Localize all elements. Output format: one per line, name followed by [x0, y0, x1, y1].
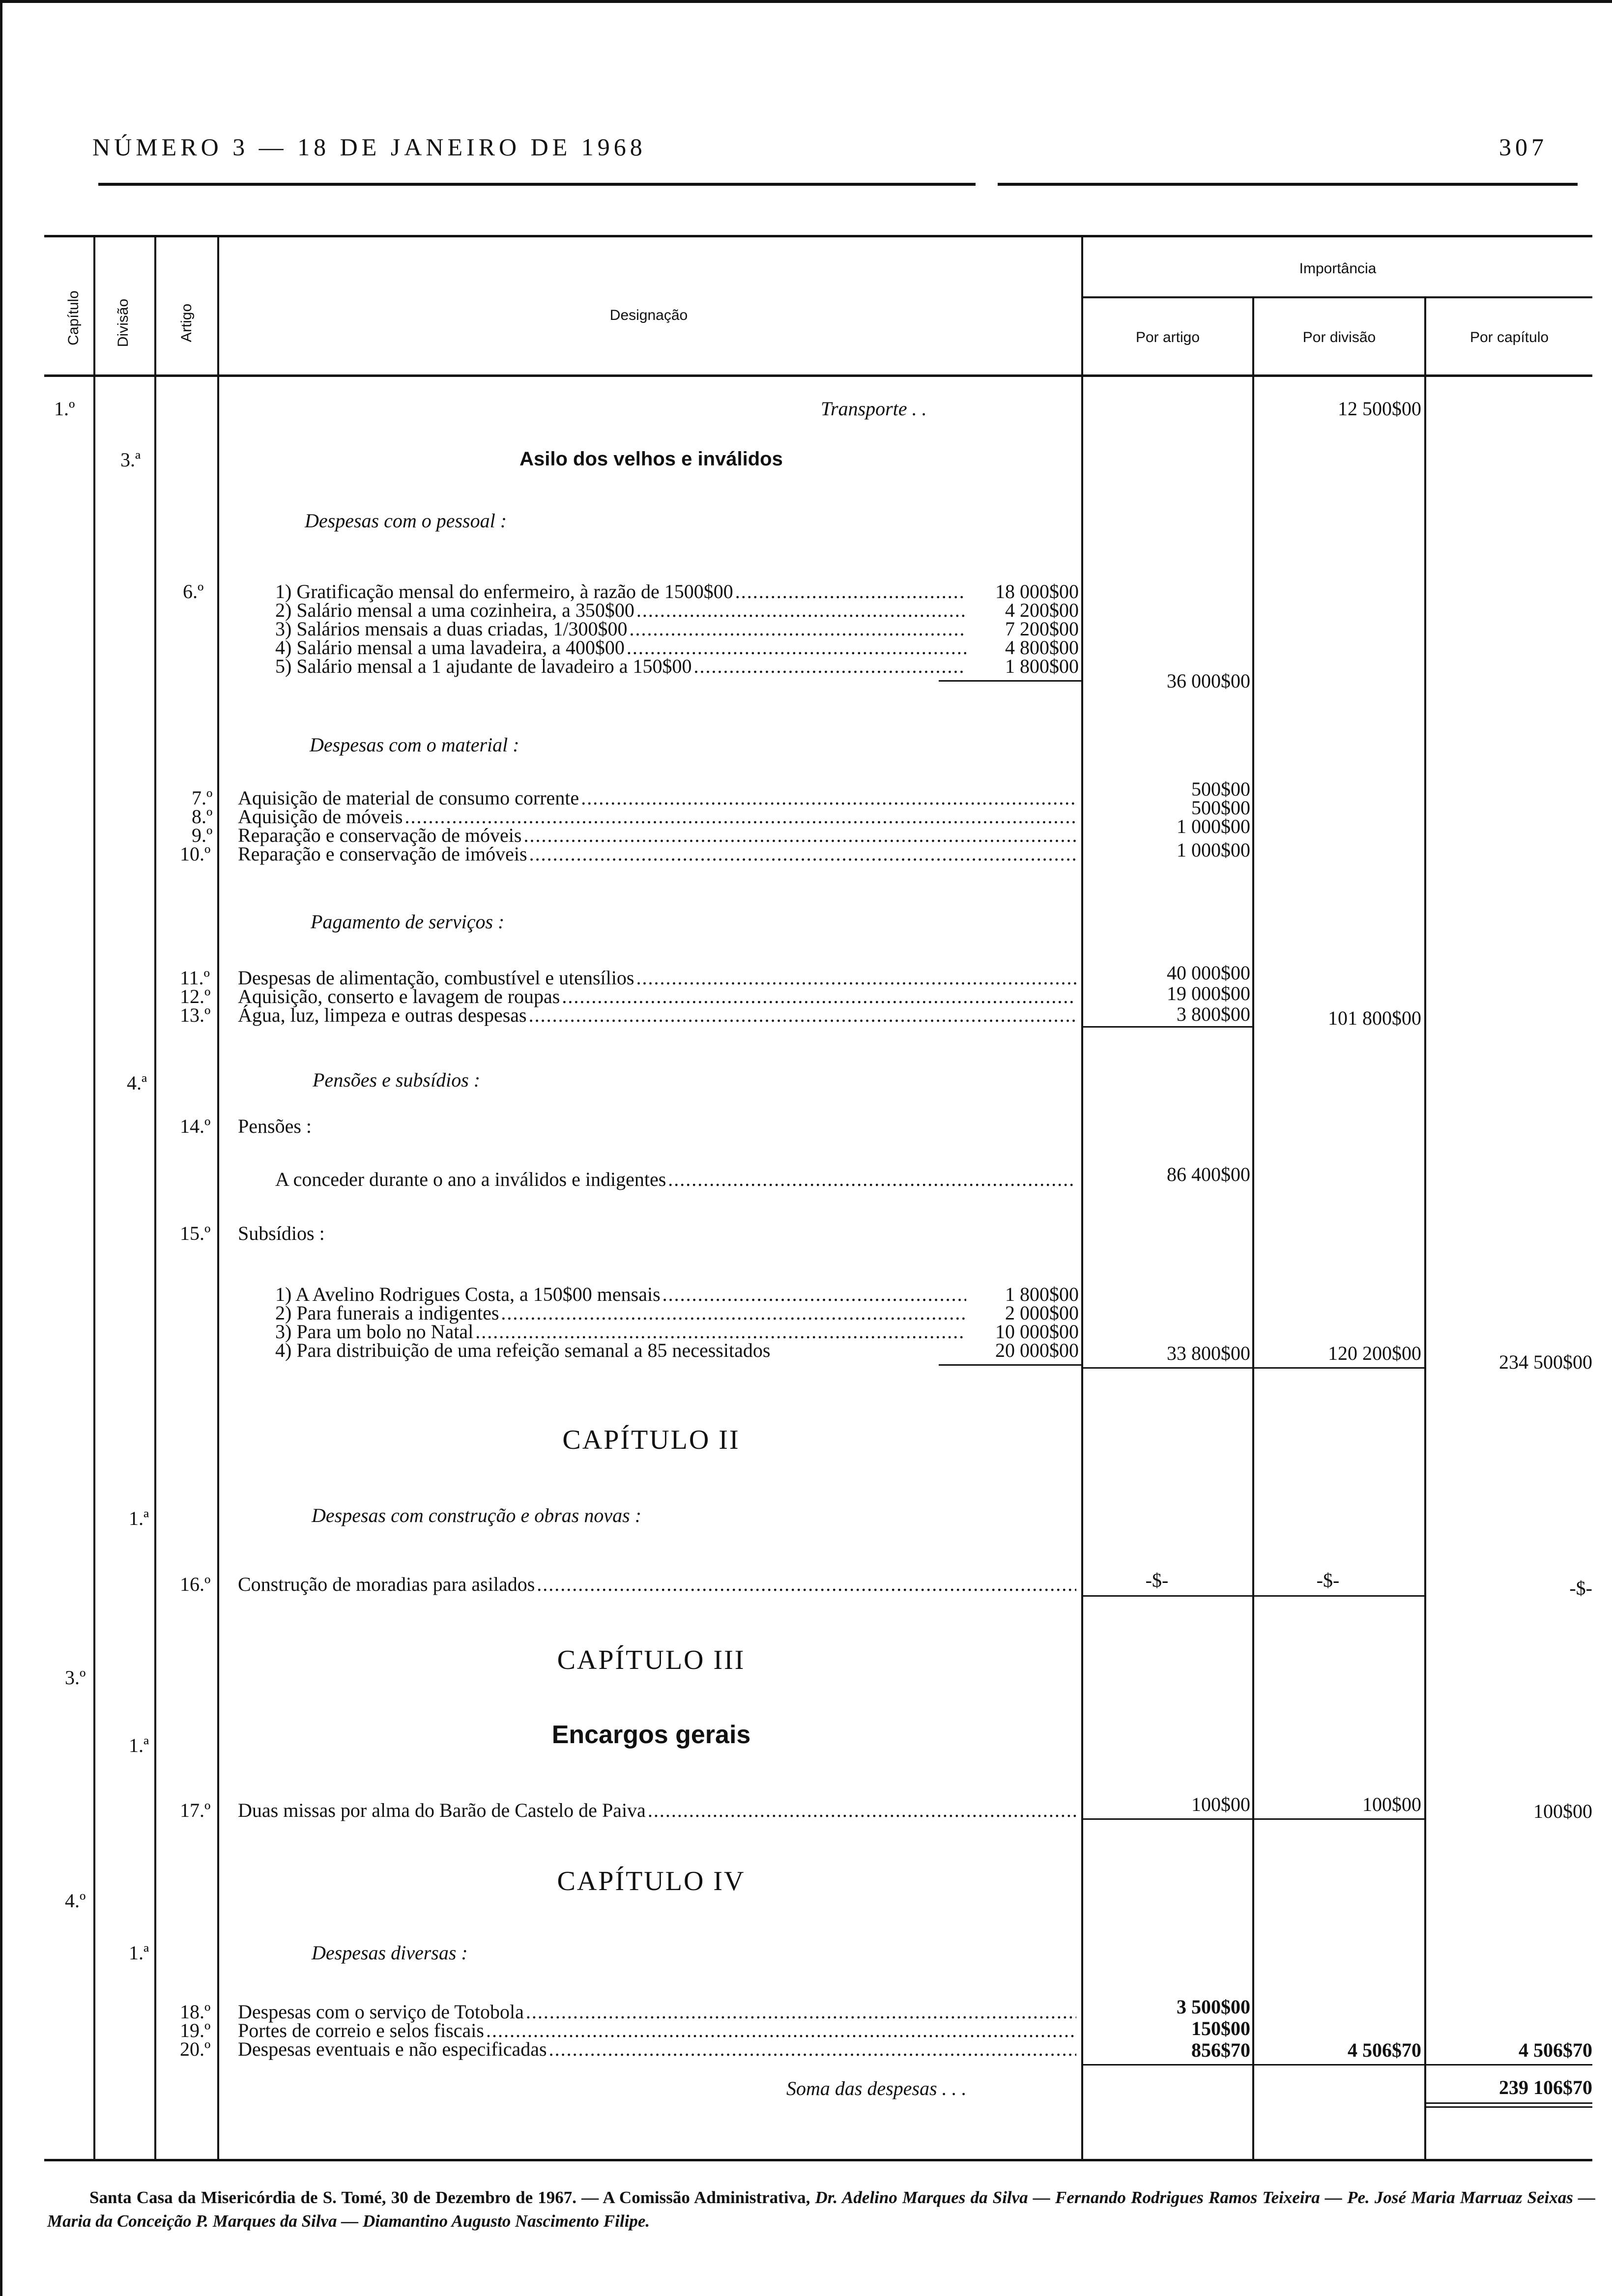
chapter4-title: CAPÍTULO IV: [557, 1866, 746, 1896]
transporte-label: Transporte . .: [821, 398, 927, 420]
art6-item-5: 5) Salário mensal a 1 ajudante de lavadeiro a 150$00 .....: [275, 657, 968, 676]
art11-number: 11.º: [180, 967, 210, 989]
art6-number: 6.º: [183, 580, 204, 603]
art18-value: 3 500$00: [1177, 1996, 1250, 2018]
art20-rule-divisao: [1254, 2064, 1424, 2066]
chapter4-division-value: 4 506$70: [1348, 2039, 1421, 2061]
cap1-number: 1.º: [54, 398, 75, 420]
art15-item-3: 3) Para um bolo no Natal .....: [275, 1322, 968, 1342]
art15-item-2: 2) Para funerais a indigentes .....: [275, 1303, 968, 1323]
art17-rule-artigo: [1083, 1818, 1252, 1820]
art11-row: Despesas de alimentação, combustível e utensílios .....: [238, 968, 1078, 988]
cap1-rule-artigo: [1083, 1367, 1252, 1369]
art13-sum-rule: [1083, 1026, 1252, 1028]
art17-rule-divisao: [1254, 1818, 1424, 1820]
chapter2-title: CAPÍTULO II: [562, 1425, 740, 1455]
col-rule-4: [1081, 235, 1083, 2160]
material-heading: Despesas com o material :: [310, 734, 519, 756]
art20-value: 856$70: [1191, 2039, 1250, 2061]
art16-value: -$-: [1145, 1569, 1169, 1591]
chapter4-capitulo-value: 4 506$70: [1519, 2039, 1592, 2061]
chapter3-capitulo-value: 100$00: [1533, 1800, 1592, 1822]
soma-double-rule-1: [1426, 2102, 1592, 2104]
art14-number: 14.º: [180, 1115, 211, 1137]
art19-value: 150$00: [1191, 2017, 1250, 2039]
chapter2-heading: Despesas com construção e obras novas :: [312, 1504, 642, 1526]
chapter4-division-number: 1.ª: [129, 1942, 149, 1964]
pensoes-heading: Pensões e subsídios :: [313, 1069, 481, 1091]
col-rule-5: [1252, 296, 1254, 2160]
importancia-rule: [1081, 296, 1592, 298]
chapter4-heading: Despesas diversas :: [312, 1942, 468, 1964]
art15-total: 33 800$00: [1167, 1342, 1250, 1364]
pessoal-heading: Despesas com o pessoal :: [305, 510, 507, 532]
cap3-number: 3.º: [65, 1666, 86, 1689]
art20-number: 20.º: [180, 2038, 211, 2060]
art15-value-1: 1 800$00: [1005, 1283, 1079, 1305]
art16-rule-divisao: [1254, 1595, 1424, 1597]
art14-item: A conceder durante o ano a inválidos e indigentes .....: [275, 1170, 1076, 1189]
art6-sum-rule: [939, 680, 1081, 682]
art6-item-1: 1) Gratificação mensal do enfermeiro, à razão de 1500$00 .....: [275, 582, 968, 602]
art15-value-4: 20 000$00: [995, 1339, 1079, 1361]
art12-number: 12.º: [180, 985, 211, 1007]
art8-value: 500$00: [1191, 797, 1250, 819]
header-rule-left: [98, 183, 976, 186]
art6-value-3: 7 200$00: [1005, 618, 1079, 640]
footer-signatures: [47, 2186, 1595, 2233]
col-rule-6: [1424, 296, 1426, 2160]
div4-number: 4.ª: [127, 1072, 147, 1094]
art20-row: Despesas eventuais e não especificadas .....: [238, 2039, 1078, 2059]
page-top-border: [0, 0, 1612, 3]
art13-number: 13.º: [180, 1004, 211, 1026]
art6-value-1: 18 000$00: [995, 580, 1079, 603]
art15-item-1: 1) A Avelino Rodrigues Costa, a 150$00 mensais .....: [275, 1285, 968, 1304]
art20-rule-artigo: [1083, 2064, 1252, 2066]
art17-value: 100$00: [1191, 1793, 1250, 1815]
art12-row: Aquisição, conserto e lavagem de roupas .....: [238, 987, 1078, 1006]
art14-label: Pensões :: [238, 1115, 312, 1137]
col-por-divisao: Por divisão: [1302, 329, 1376, 345]
cap1-rule-divisao: [1254, 1367, 1424, 1369]
art18-number: 18.º: [180, 2001, 211, 2023]
art6-item-4: 4) Salário mensal a uma lavadeira, a 400$00 .....: [275, 638, 968, 658]
footer-signatories: Dr. Adelino Marques da Silva — Fernando Rodrigues Ramos Teixeira — Pe. José Maria Marruaz Seixas — Maria da Conceição P. Marques da Silva — Diamantino Augusto Nascimento Filipe.: [47, 2188, 1595, 2231]
art7-value: 500$00: [1191, 778, 1250, 800]
header-rule-right: [998, 183, 1578, 186]
art15-value-3: 10 000$00: [995, 1320, 1079, 1343]
art10-value: 1 000$00: [1177, 839, 1250, 861]
art8-row: Aquisição de móveis .....: [238, 807, 1078, 827]
div3-number: 3.ª: [120, 449, 141, 471]
chapter3-title: CAPÍTULO III: [557, 1645, 746, 1675]
servicos-heading: Pagamento de serviços :: [311, 911, 505, 933]
art7-row: Aquisição de material de consumo corrente .....: [238, 788, 1078, 808]
col-designacao: Designação: [609, 307, 688, 323]
art13-value: 3 800$00: [1177, 1003, 1250, 1025]
art7-number: 7.º: [192, 787, 213, 809]
soma-double-rule-2: [1426, 2106, 1592, 2108]
art11-value: 40 000$00: [1167, 962, 1250, 984]
col-importancia: Importância: [1299, 260, 1377, 277]
transporte-value: 12 500$00: [1338, 398, 1421, 420]
chapter2-division-value: -$-: [1316, 1569, 1340, 1591]
art15-number: 15.º: [180, 1222, 211, 1244]
div3-title: Asilo dos velhos e inválidos: [519, 448, 783, 470]
art9-value: 1 000$00: [1177, 815, 1250, 837]
art15-label: Subsídios :: [238, 1222, 325, 1244]
footer-place: Santa Casa da Misericórdia de S. Tomé, 30 de Dezembro de 1967. — A Comissão Administrativa,: [89, 2188, 810, 2207]
art12-value: 19 000$00: [1167, 982, 1250, 1004]
col-rule-3: [217, 235, 219, 2160]
art17-row: Duas missas por alma do Barão de Castelo de Paiva .....: [238, 1801, 1078, 1820]
art15-value-2: 2 000$00: [1005, 1302, 1079, 1324]
col-artigo: Artigo: [178, 303, 195, 343]
chapter2-capitulo-value: -$-: [1569, 1577, 1592, 1599]
art10-number: 10.º: [180, 843, 211, 865]
col-rule-2: [154, 235, 156, 2160]
art10-row: Reparação e conservação de imóveis .....: [238, 844, 1078, 864]
table-top-rule: [44, 235, 1592, 237]
art8-number: 8.º: [192, 805, 213, 828]
art16-rule-artigo: [1083, 1595, 1252, 1597]
soma-value: 239 106$70: [1499, 2076, 1592, 2098]
art17-number: 17.º: [180, 1799, 211, 1821]
page-number: 307: [1499, 133, 1548, 161]
art9-row: Reparação e conservação de móveis .....: [238, 826, 1078, 845]
art15-item-4: 4) Para distribuição de uma refeição semanal a 85 necessitados: [275, 1339, 771, 1361]
chapter3-subtitle: Encargos gerais: [551, 1721, 751, 1749]
div3-total: 101 800$00: [1328, 1007, 1421, 1029]
art6-value-4: 4 800$00: [1005, 636, 1079, 659]
col-rule-1: [93, 235, 95, 2160]
art6-value-5: 1 800$00: [1005, 655, 1079, 677]
col-divisao: Divisão: [115, 298, 131, 347]
art15-sum-rule: [939, 1364, 1081, 1366]
art13-row: Água, luz, limpeza e outras despesas .....: [238, 1005, 1078, 1025]
col-capitulo: Capítulo: [65, 290, 82, 345]
art19-number: 19.º: [180, 2019, 211, 2041]
col-por-capitulo: Por capítulo: [1469, 329, 1549, 345]
table-bottom-rule: [44, 2159, 1592, 2161]
cap1-total: 234 500$00: [1499, 1351, 1592, 1373]
header-bottom-rule: [44, 374, 1592, 377]
art16-number: 16.º: [180, 1573, 211, 1595]
art6-value-2: 4 200$00: [1005, 599, 1079, 621]
art19-row: Portes de correio e selos fiscais .....: [238, 2021, 1078, 2040]
col-por-artigo: Por artigo: [1135, 329, 1200, 345]
issue-header: NÚMERO 3 — 18 DE JANEIRO DE 1968: [92, 133, 646, 161]
art14-value: 86 400$00: [1167, 1163, 1250, 1185]
art20-rule-capitulo: [1426, 2064, 1592, 2066]
art6-item-3: 3) Salários mensais a duas criadas, 1/300$00 .....: [275, 619, 968, 639]
page-left-border: [0, 0, 2, 2296]
art16-row: Construção de moradias para asilados .....: [238, 1575, 1078, 1594]
cap4-number: 4.º: [65, 1890, 86, 1912]
chapter2-division-number: 1.ª: [129, 1507, 149, 1529]
art6-total: 36 000$00: [1167, 670, 1250, 692]
soma-label: Soma das despesas . . .: [786, 2077, 967, 2099]
art9-number: 9.º: [192, 824, 213, 846]
art18-row: Despesas com o serviço de Totobola .....: [238, 2002, 1078, 2022]
chapter3-division-value: 100$00: [1362, 1793, 1421, 1815]
art6-item-2: 2) Salário mensal a uma cozinheira, a 350$00 .....: [275, 601, 968, 620]
div4-total: 120 200$00: [1328, 1342, 1421, 1364]
chapter3-division-number: 1.ª: [129, 1734, 149, 1756]
